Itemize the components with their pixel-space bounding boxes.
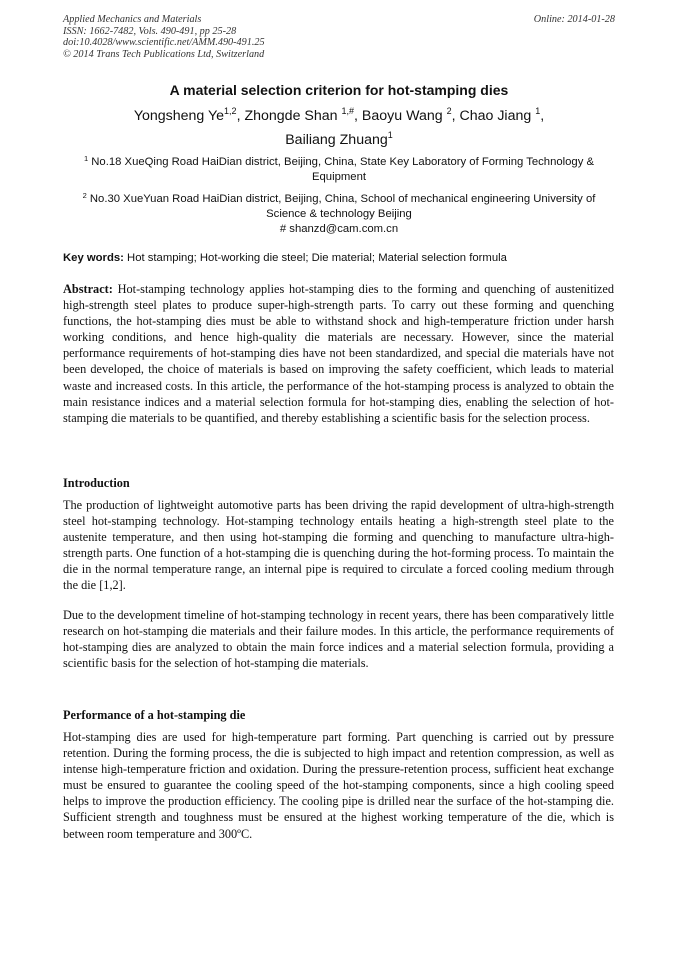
author-affiliation-mark: 1,# [341,106,355,116]
keywords [63,251,623,265]
affiliation-number: 2 [82,191,87,200]
corresponding-email: # shanzd@cam.com.cn [279,223,399,235]
author-name: Baoyu Wang [361,108,443,124]
body-paragraph: Hot-stamping dies are used for high-temperature part forming. Part quenching is carried out by pressure retention. During the forming process, the die is subjected to high impact and retention compression, as well as intense high-temperature friction and oxidation. During the pressure-retention process, sufficient heat exchange must be ensured to guarantee the cooling speed of the hot-stamping components, since a high cooling speed helps to improve the production efficiency. The cooling pipe is drilled near the surface of the hot-stamping die. Sufficient strength and toughness must be ensured at the highest working temperature of the die, which is between room temperature and 300ºC. [63,730,614,841]
author-name: Yongsheng Ye [133,108,225,124]
author-affiliation-mark: 1 [535,106,541,116]
section-heading-introduction: Introduction [63,476,130,490]
affiliation-number: 1 [83,154,89,163]
copyright-line: © 2014 Trans Tech Publications Ltd, Switzerland [63,48,265,60]
body-paragraph: Due to the development timeline of hot-stamping technology in recent years, there has been comparatively little research on hot-stamping die materials and their failure modes. In this article, the performance requirements of hot-stamping dies are analyzed to obtain the main force indices and a material selection formula, providing a scientific basis for the selection of hot-stamping die materials. [63,608,614,671]
author-name: Zhongde Shan [244,108,338,124]
author-name: Chao Jiang [459,108,532,124]
abstract-label: Abstract: [63,282,113,296]
abstract-text: Hot-stamping technology applies hot-stamping dies to the forming and quenching of austenitized high-strength steel plates to produce super-high-strength parts. To carry out these forming and quenching functions, the hot-stamping dies must be able to withstand shock and high-temperature friction under harsh working conditions, and hence high-quality die materials are necessary. However, since the material performance requirements of hot-stamping dies have not been standardized, and special die materials have not been developed, the choice of materials is based on improving the safety coefficient, which leads to material waste and increased costs. In this article, the performance of the hot-stamping process is analyzed to obtain the main resistance indices and a material selection formula for hot-stamping dies, enabling the selection of hot-stamping die materials to be quantified, and thereby establishing a scientific basis for the selection process. [63,282,614,425]
keywords-text: Hot stamping; Hot-working die steel; Die material; Material selection formula [127,252,507,264]
keywords-label: Key words: [63,252,124,264]
affiliation-1 [80,155,598,185]
journal-header [63,14,615,60]
author-name: Bailiang Zhuang [285,132,388,148]
author-affiliation-mark: 2 [446,106,452,116]
affiliation-2 [80,192,598,237]
author-list: Yongsheng Ye$^{1,2}$, Zhongde Shan $^{1,\#}$, Baoyu Wang $^2$, Chao Jiang $^1$, Bailiang Zhuang$^1$ [133,106,545,148]
section-heading-performance: Performance of a hot-stamping die [63,708,246,722]
doi-line: doi:10.4028/www.scientific.net/AMM.490-491.25 [63,37,265,49]
body-paragraph: The production of lightweight automotive parts has been driving the rapid development of ultra-high-strength steel hot-stamping technology. Hot-stamping technology entails heating a high-strength steel plate to the austenite temperature, and then using hot-stamping die forming and quenching to manufacture ultra-high-strength parts. One function of a hot-stamping die is quenching during the hot-forming process. To maintain the die in the normal temperature range, an internal pipe is required to circulate a forced cooling medium through the die [1,2]. [63,498,614,593]
issn-line: ISSN: 1662-7482, Vols. 490-491, pp 25-28 [63,25,237,37]
journal-name: Applied Mechanics and Materials [63,14,202,25]
author-affiliation-mark: 1,2 [224,106,237,116]
paper-title: A material selection criterion for hot-stamping dies [169,82,509,98]
author-affiliation-mark: 1 [387,130,393,140]
affiliation-text: No.30 XueYuan Road HaiDian district, Beijing, China, School of mechanical engineering University of Science & technology Beijing [89,193,596,220]
abstract [63,281,614,426]
online-date: Online: 2014-01-28 [533,14,615,25]
affiliation-text: No.18 XueQing Road HaiDian district, Beijing, China, State Key Laboratory of Forming Technology & Equipment [91,156,595,183]
